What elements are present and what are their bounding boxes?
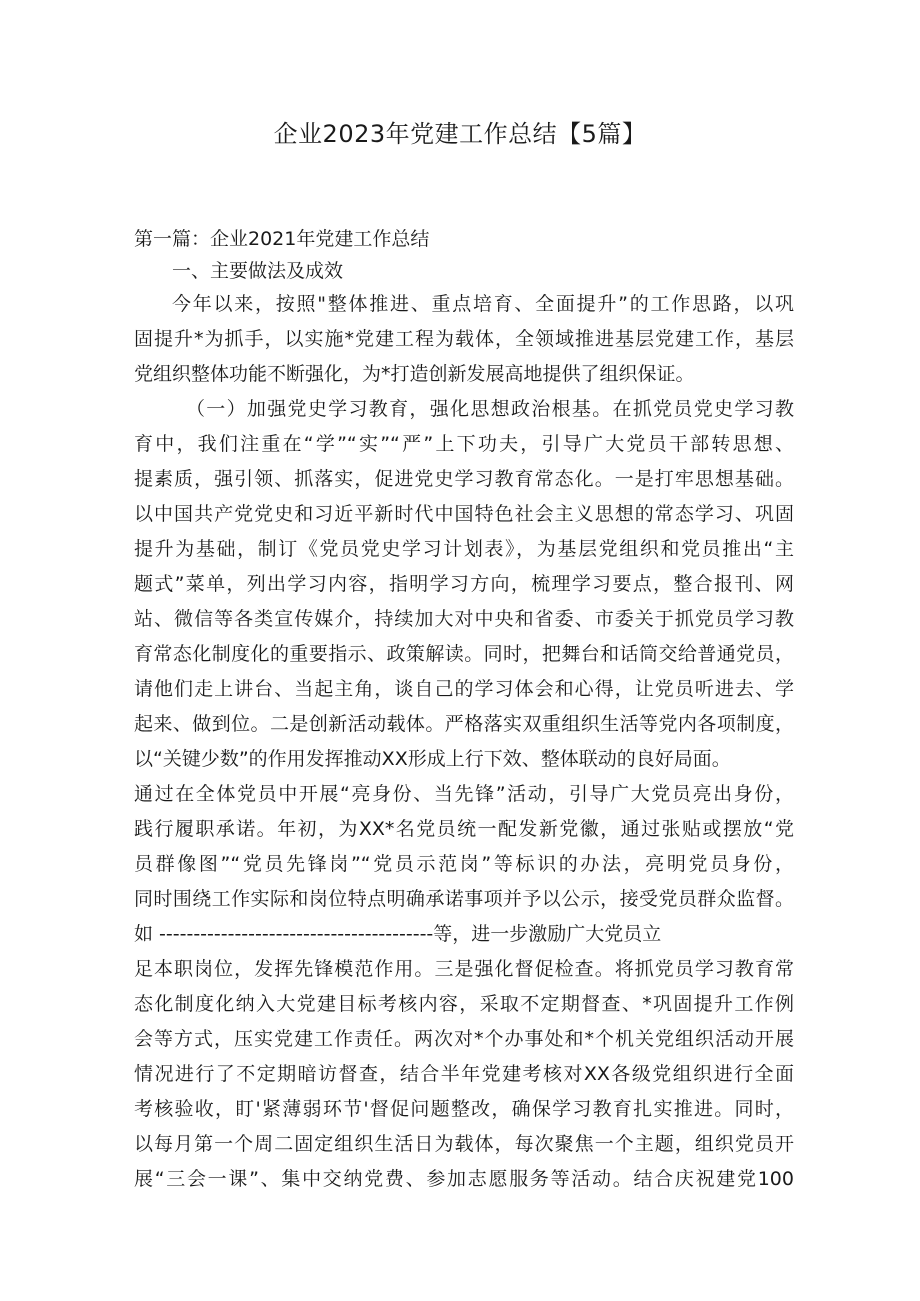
section-heading: 第一篇：企业2021年党建工作总结: [134, 228, 430, 250]
paragraph-line: 员群像图”“党员先锋岗”“党员示范岗”等标识的办法，亮明党员身份，: [134, 853, 794, 875]
paragraph-line: 今年以来，按照"整体推进、重点培育、全面提升”的工作思路，以巩: [172, 293, 794, 315]
paragraph-line: 以每月第一个周二固定组织生活日为载体，每次聚焦一个主题，组织党员开: [134, 1133, 794, 1155]
paragraph-line: 以“关键少数”的作用发挥推动XX形成上行下效、整体联动的良好局面。: [134, 748, 731, 770]
paragraph-line: 足本职岗位，发挥先锋模范作用。三是强化督促检查。将抓党员学习教育常: [134, 958, 794, 980]
paragraph-line: 践行履职承诺。年初，为XX*名党员统一配发新党徽，通过张贴或摆放“党: [134, 818, 794, 840]
paragraph-line: 同时围绕工作实际和岗位特点明确承诺事项并予以公示，接受党员群众监督。: [134, 888, 794, 910]
paragraph-line: 情况进行了不定期暗访督查，结合半年党建考核对XX各级党组织进行全面: [134, 1063, 794, 1085]
paragraph-line: 站、微信等各类宣传媒介，持续加大对中央和省委、市委关于抓党员学习教: [134, 608, 794, 630]
paragraph-line: 通过在全体党员中开展“亮身份、当先锋”活动，引导广大党员亮出身份，: [134, 783, 794, 805]
paragraph-line: 提升为基础，制订《党员党史学习计划表》，为基层党组织和党员推出“主: [134, 538, 794, 560]
document-title: 企业2023年党建工作总结【5篇】: [273, 120, 647, 148]
paragraph-line: 如 ----------------------------------------等，进一步激励广大党员立: [134, 923, 662, 945]
paragraph-line: （一）加强党史学习教育，强化思想政治根基。在抓党员党史学习教: [186, 398, 794, 420]
paragraph-line: 以中国共产党党史和习近平新时代中国特色社会主义思想的常态学习、巩固: [134, 503, 794, 525]
paragraph-line: 考核验收，盯'紧薄弱环节'督促问题整改，确保学习教育扎实推进。同时，: [134, 1098, 794, 1120]
paragraph-line: 育常态化制度化的重要指示、政策解读。同时，把舞台和话筒交给普通党员，: [134, 643, 794, 665]
paragraph-line: 起来、做到位。二是创新活动载体。严格落实双重组织生活等党内各项制度，: [134, 713, 794, 735]
paragraph-line: 题式”菜单，列出学习内容，指明学习方向，梳理学习要点，整合报刊、网: [134, 573, 794, 595]
subheading: 一、主要做法及成效: [172, 260, 344, 282]
paragraph-line: 态化制度化纳入大党建目标考核内容，采取不定期督查、*巩固提升工作例: [134, 993, 794, 1015]
paragraph-line: 固提升*为抓手，以实施*党建工程为载体，全领域推进基层党建工作，基层: [134, 328, 794, 350]
paragraph-line: 育中，我们注重在“学”“实”“严”上下功夫，引导广大党员干部转思想、: [134, 433, 794, 455]
paragraph-line: 党组织整体功能不断强化，为*打造创新发展高地提供了组织保证。: [134, 363, 695, 385]
paragraph-line: 展“三会一课”、集中交纳党费、参加志愿服务等活动。结合庆祝建党100: [134, 1168, 794, 1190]
paragraph-line: 会等方式，压实党建工作责任。两次对*个办事处和*个机关党组织活动开展: [134, 1028, 794, 1050]
paragraph-line: 提素质，强引领、抓落实，促进党史学习教育常态化。一是打牢思想基础。: [134, 468, 794, 490]
paragraph-line: 请他们走上讲台、当起主角，谈自己的学习体会和心得，让党员听进去、学: [134, 678, 794, 700]
